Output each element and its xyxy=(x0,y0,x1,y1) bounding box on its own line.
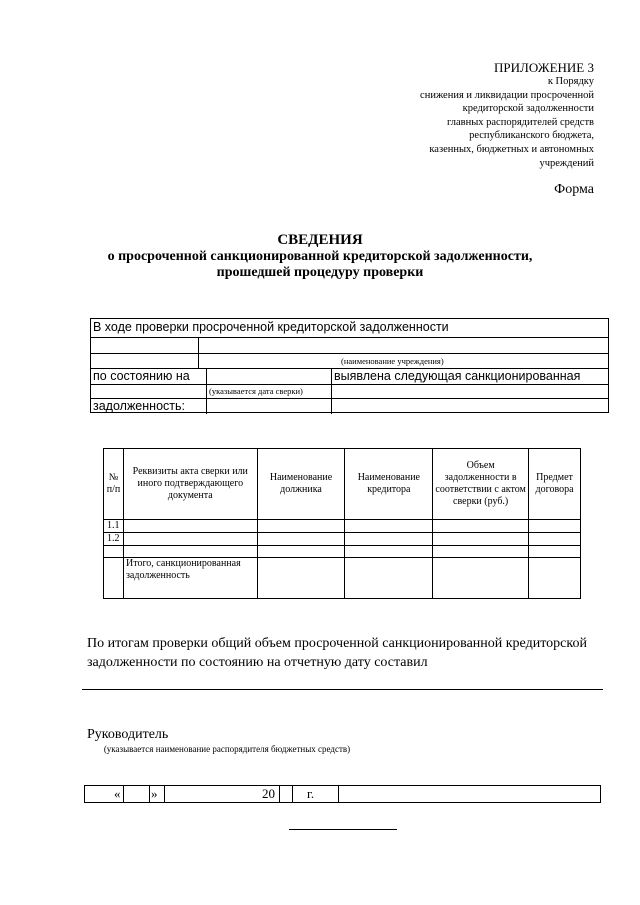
table-cell xyxy=(433,520,529,533)
table-cell xyxy=(345,546,433,558)
table-cell xyxy=(123,533,257,546)
table-cell xyxy=(529,546,581,558)
intro-grid xyxy=(90,318,609,413)
header-debtor: Наименование должника xyxy=(257,449,345,520)
table-header-row xyxy=(104,449,581,520)
grid-line xyxy=(91,337,608,338)
head-label: Руководитель xyxy=(87,727,169,742)
grid-line xyxy=(149,786,150,802)
appendix-block xyxy=(334,60,594,170)
appendix-line: кредиторской задолженности xyxy=(462,103,594,115)
table-cell xyxy=(257,520,345,533)
intro-row1-text: В ходе проверки просроченной кредиторской задолженности xyxy=(93,320,449,334)
table-cell xyxy=(433,546,529,558)
year-suffix: г. xyxy=(307,786,315,801)
as-of-label: по состоянию на xyxy=(93,369,190,383)
table-cell xyxy=(345,558,433,599)
date-row xyxy=(84,785,601,803)
grid-line xyxy=(206,368,207,414)
close-quote: » xyxy=(151,786,158,801)
table-row xyxy=(104,533,581,546)
header-creditor: Наименование кредитора xyxy=(345,449,433,520)
table-cell xyxy=(529,558,581,599)
result-text: По итогам проверки общий объем просроченной санкционированной кредиторской задолженности по состоянию на отчетную дату составил xyxy=(87,636,587,670)
grid-line xyxy=(292,786,293,802)
heading-subtitle-2: прошедшей процедуру проверки xyxy=(216,265,424,280)
result-underline xyxy=(82,689,603,690)
open-quote: « xyxy=(114,786,121,801)
row-number xyxy=(104,546,124,558)
institution-note: (наименование учреждения) xyxy=(341,356,444,366)
form-label: Форма xyxy=(554,182,594,197)
header-number: № п/п xyxy=(104,449,124,520)
appendix-line: снижения и ликвидации просроченной xyxy=(420,89,594,101)
heading-subtitle-1: о просроченной санкционированной кредиторской задолженности, xyxy=(107,249,533,264)
header-contract-subject: Предмет договора xyxy=(529,449,581,520)
header-act-details: Реквизиты акта сверки или иного подтверждающего документа xyxy=(123,449,257,520)
grid-line xyxy=(123,786,124,802)
row-number: 1.2 xyxy=(104,533,124,546)
table-cell xyxy=(104,558,124,599)
head-note: (указывается наименование распорядителя бюджетных средств) xyxy=(103,744,351,754)
header-debt-amount: Объем задолженности в соответствии с актом сверки (руб.) xyxy=(433,449,529,520)
grid-line xyxy=(331,368,332,414)
table-cell xyxy=(257,558,345,599)
appendix-line: казенных, бюджетных и автономных xyxy=(429,143,594,155)
date-note: (указывается дата сверки) xyxy=(209,386,303,396)
table-cell xyxy=(529,533,581,546)
debt-label: задолженность: xyxy=(93,399,185,413)
grid-line xyxy=(338,786,339,802)
table-cell xyxy=(257,546,345,558)
appendix-title: ПРИЛОЖЕНИЕ 3 xyxy=(494,60,594,75)
table-cell xyxy=(345,520,433,533)
appendix-line: к Порядку xyxy=(547,76,594,87)
grid-line xyxy=(91,384,608,385)
appendix-line: главных распорядителей средств xyxy=(446,116,594,128)
table-cell xyxy=(123,546,257,558)
revealed-label: выявлена следующая санкционированная xyxy=(334,369,581,383)
table-cell xyxy=(345,533,433,546)
table-cell xyxy=(123,520,257,533)
grid-line xyxy=(91,353,608,354)
heading-title: СВЕДЕНИЯ xyxy=(277,232,363,248)
appendix-line: учреждений xyxy=(539,157,594,169)
grid-line xyxy=(164,786,165,802)
year-prefix: 20 xyxy=(262,786,275,801)
table-cell xyxy=(433,558,529,599)
appendix-line: республиканского бюджета, xyxy=(469,130,594,142)
total-label: Итого, санкционированная задолженность xyxy=(123,558,257,599)
table-cell xyxy=(529,520,581,533)
row-number: 1.1 xyxy=(104,520,124,533)
table-total-row xyxy=(104,558,581,599)
grid-line xyxy=(279,786,280,802)
document-heading xyxy=(0,232,640,281)
signature-line xyxy=(289,829,397,830)
grid-line xyxy=(198,337,199,368)
table-cell xyxy=(433,533,529,546)
table-row xyxy=(104,546,581,558)
debt-table xyxy=(103,448,581,599)
table-cell xyxy=(257,533,345,546)
table-row xyxy=(104,520,581,533)
